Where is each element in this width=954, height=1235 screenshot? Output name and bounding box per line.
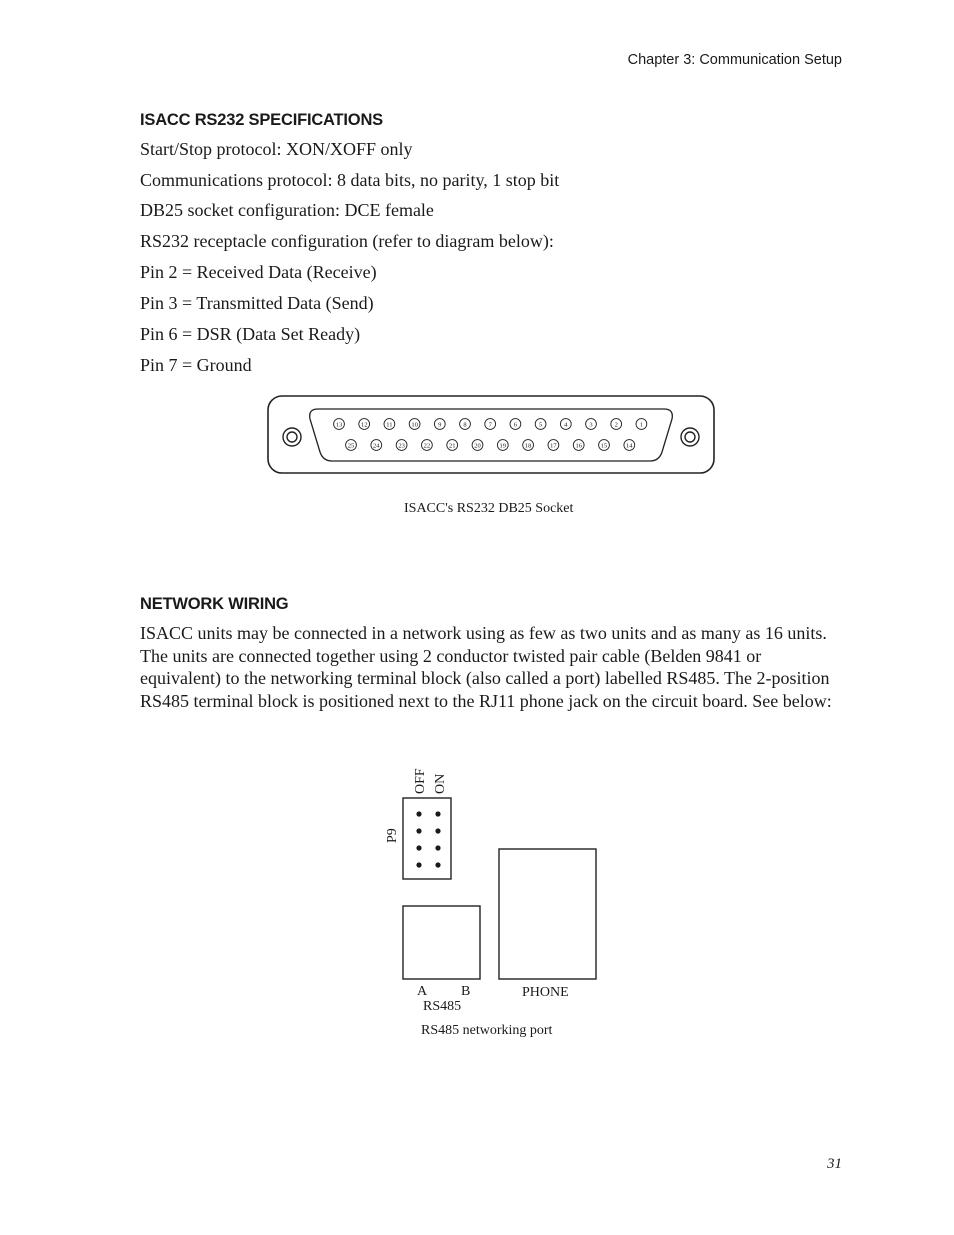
jumper-pin xyxy=(416,845,421,850)
db25-pin-16 xyxy=(573,440,584,451)
jumper-pin xyxy=(435,845,440,850)
db25-pin-14 xyxy=(624,440,635,451)
rs485-terminal-block xyxy=(403,906,480,979)
on-label: ON xyxy=(433,773,448,794)
db25-pin-label: 23 xyxy=(398,442,405,450)
db25-caption: ISACC's RS232 DB25 Socket xyxy=(404,501,574,516)
db25-pin-label: 19 xyxy=(499,442,507,450)
p9-label: P9 xyxy=(385,828,400,843)
page-number: 31 xyxy=(827,1156,842,1172)
db25-pin-label: 10 xyxy=(411,421,418,429)
db25-pin-label: 11 xyxy=(386,421,393,429)
rs232-heading: ISACC RS232 SPECIFICATIONS xyxy=(140,111,383,129)
db25-pin-24 xyxy=(371,440,382,451)
db25-pin-label: 4 xyxy=(564,421,568,429)
db25-pin-label: 18 xyxy=(524,442,532,450)
db25-pin-label: 7 xyxy=(488,421,492,429)
spec-line-receptacle: RS232 receptacle configuration (refer to diagram below): xyxy=(140,231,554,251)
jumper-pin xyxy=(416,828,421,833)
spec-line-communications: Communications protocol: 8 data bits, no parity, 1 stop bit xyxy=(140,170,560,190)
db25-pin-21 xyxy=(447,440,458,451)
p9-jumper-pins xyxy=(416,811,440,867)
db25-pin-13 xyxy=(334,419,345,430)
db25-pin-label: 24 xyxy=(373,442,380,450)
db25-pin-1 xyxy=(636,419,647,430)
db25-pin-label: 3 xyxy=(589,421,593,429)
db25-pin-label: 1 xyxy=(639,421,644,429)
db25-pin-10 xyxy=(409,419,420,430)
left-mount-hole-inner xyxy=(287,432,297,442)
rs485-label: RS485 xyxy=(423,999,462,1014)
p9-jumper-block xyxy=(403,798,451,879)
db25-pin-label: 20 xyxy=(474,442,481,450)
db25-pin-label: 8 xyxy=(463,421,467,429)
phone-jack xyxy=(499,849,596,979)
db25-pin-3 xyxy=(586,419,597,430)
running-header: Chapter 3: Communication Setup xyxy=(627,52,842,68)
db25-pin-label: 22 xyxy=(423,442,431,450)
db25-pin-4 xyxy=(560,419,571,430)
db25-pin-2 xyxy=(611,419,622,430)
phone-label: PHONE xyxy=(522,985,569,1000)
spec-line-start-stop: Start/Stop protocol: XON/XOFF only xyxy=(140,139,413,159)
db25-pin-12 xyxy=(359,419,370,430)
terminal-a-label: A xyxy=(417,984,428,999)
jumper-pin xyxy=(416,811,421,816)
db25-pin-label: 12 xyxy=(360,421,368,429)
db25-pin-18 xyxy=(523,440,534,451)
network-paragraph: ISACC units may be connected in a network using as few as two units and as many as 16 units. The units are connected together using 2 conductor twisted pair cable (Belden 9841 or equivalent) to the networking terminal block (also called a port) labelled RS485. The 2-position RS485 terminal block is positioned next to the RJ11 phone jack on the circuit board. See below: xyxy=(140,623,832,711)
db25-pin-5 xyxy=(535,419,546,430)
db25-bottom-pin-row xyxy=(346,440,635,451)
db25-pin-label: 14 xyxy=(626,442,633,450)
spec-line-db25: DB25 socket configuration: DCE female xyxy=(140,200,434,220)
spec-line-pin3: Pin 3 = Transmitted Data (Send) xyxy=(140,293,374,313)
db25-outer-shell xyxy=(268,396,714,473)
db25-pin-9 xyxy=(434,419,445,430)
db25-pin-label: 5 xyxy=(538,421,543,429)
db25-pin-label: 15 xyxy=(600,442,608,450)
db25-pin-8 xyxy=(460,419,471,430)
jumper-pin xyxy=(416,862,421,867)
db25-pin-label: 17 xyxy=(550,442,557,450)
db25-pin-label: 16 xyxy=(575,442,582,450)
network-heading: NETWORK WIRING xyxy=(140,595,289,613)
spec-line-pin7: Pin 7 = Ground xyxy=(140,355,252,375)
db25-pin-label: 21 xyxy=(448,442,456,450)
db25-pin-19 xyxy=(497,440,508,451)
terminal-b-label: B xyxy=(461,984,471,999)
spec-line-pin6: Pin 6 = DSR (Data Set Ready) xyxy=(140,324,361,344)
right-mount-hole-outer xyxy=(681,428,699,446)
db25-trapezoid-face xyxy=(310,409,673,461)
db25-pin-25 xyxy=(346,440,357,451)
db25-pin-15 xyxy=(599,440,610,451)
off-label: OFF xyxy=(413,768,428,794)
jumper-pin xyxy=(435,828,440,833)
db25-pin-23 xyxy=(396,440,407,451)
db25-pin-label: 25 xyxy=(347,442,355,450)
rs485-caption: RS485 networking port xyxy=(421,1023,553,1038)
db25-top-pin-row xyxy=(334,419,647,430)
db25-pin-label: 9 xyxy=(438,421,442,429)
db25-pin-7 xyxy=(485,419,496,430)
db25-pin-label: 6 xyxy=(513,421,518,429)
db25-pin-label: 13 xyxy=(335,421,343,429)
db25-pin-20 xyxy=(472,440,483,451)
jumper-pin xyxy=(435,811,440,816)
right-mount-hole-inner xyxy=(685,432,695,442)
db25-pin-label: 2 xyxy=(614,421,618,429)
db25-pin-11 xyxy=(384,419,395,430)
left-mount-hole-outer xyxy=(283,428,301,446)
db25-pin-6 xyxy=(510,419,521,430)
spec-line-pin2: Pin 2 = Received Data (Receive) xyxy=(140,262,377,282)
jumper-pin xyxy=(435,862,440,867)
db25-pin-17 xyxy=(548,440,559,451)
db25-pin-22 xyxy=(422,440,433,451)
